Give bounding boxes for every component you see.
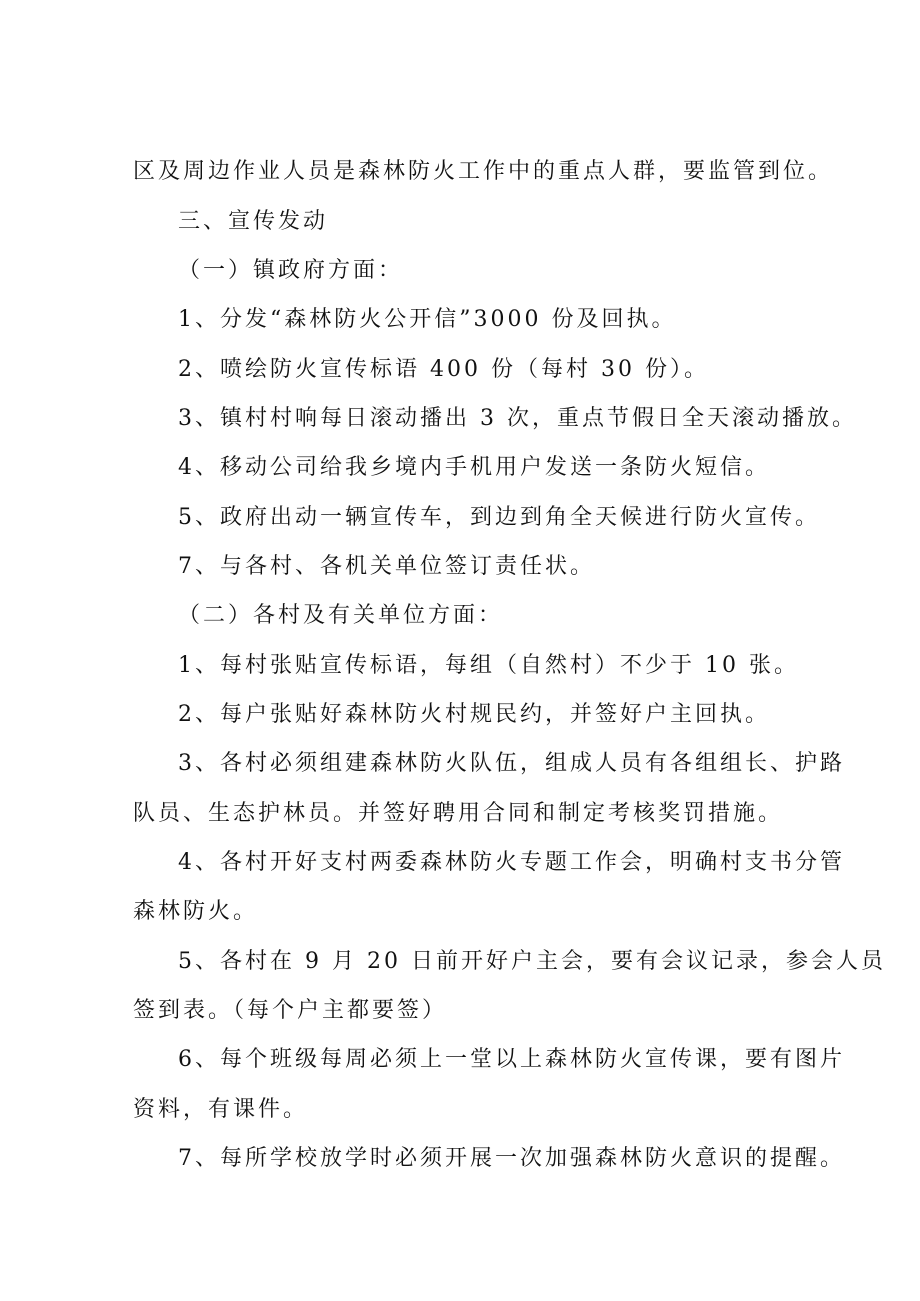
subsection-heading: （一）镇政府方面： <box>178 258 404 283</box>
list-item: 4、移动公司给我乡境内手机用户发送一条防火短信。 <box>178 455 770 480</box>
list-item-continuation: 资料，有课件。 <box>133 1097 309 1122</box>
list-item-continuation: 队员、生态护林员。并签好聘用合同和制定考核奖罚措施。 <box>133 801 784 826</box>
list-item: 2、每户张贴好森林防火村规民约，并签好户主回执。 <box>178 702 770 727</box>
list-item: 7、与各村、各机关单位签订责任状。 <box>178 554 595 579</box>
list-item: 2、喷绘防火宣传标语 400 份（每村 30 份）。 <box>178 357 709 382</box>
section-heading: 三、宣传发动 <box>178 209 329 234</box>
list-item: 3、各村必须组建森林防火队伍，组成人员有各组组长、护路 <box>178 751 845 776</box>
list-item: 6、每个班级每周必须上一堂以上森林防火宣传课，要有图片 <box>178 1047 845 1072</box>
list-item: 7、每所学校放学时必须开展一次加强森林防火意识的提醒。 <box>178 1146 845 1171</box>
list-item: 1、分发“森林防火公开信”3000 份及回执。 <box>178 307 677 332</box>
list-item: 1、每村张贴宣传标语，每组（自然村）不少于 10 张。 <box>178 653 799 678</box>
list-item-continuation: 森林防火。 <box>133 899 259 924</box>
list-item: 3、镇村村响每日滚动播出 3 次，重点节假日全天滚动播放。 <box>178 406 857 431</box>
subsection-heading: （二）各村及有关单位方面： <box>178 603 504 628</box>
paragraph-line: 区及周边作业人员是森林防火工作中的重点人群，要监管到位。 <box>133 159 834 184</box>
list-item: 5、政府出动一辆宣传车，到边到角全天候进行防火宣传。 <box>178 505 820 530</box>
list-item: 4、各村开好支村两委森林防火专题工作会，明确村支书分管 <box>178 850 845 875</box>
list-item-continuation: 签到表。（每个户主都要签） <box>133 998 448 1023</box>
list-item: 5、各村在 9 月 20 日前开好户主会，要有会议记录，参会人员 <box>178 949 886 974</box>
